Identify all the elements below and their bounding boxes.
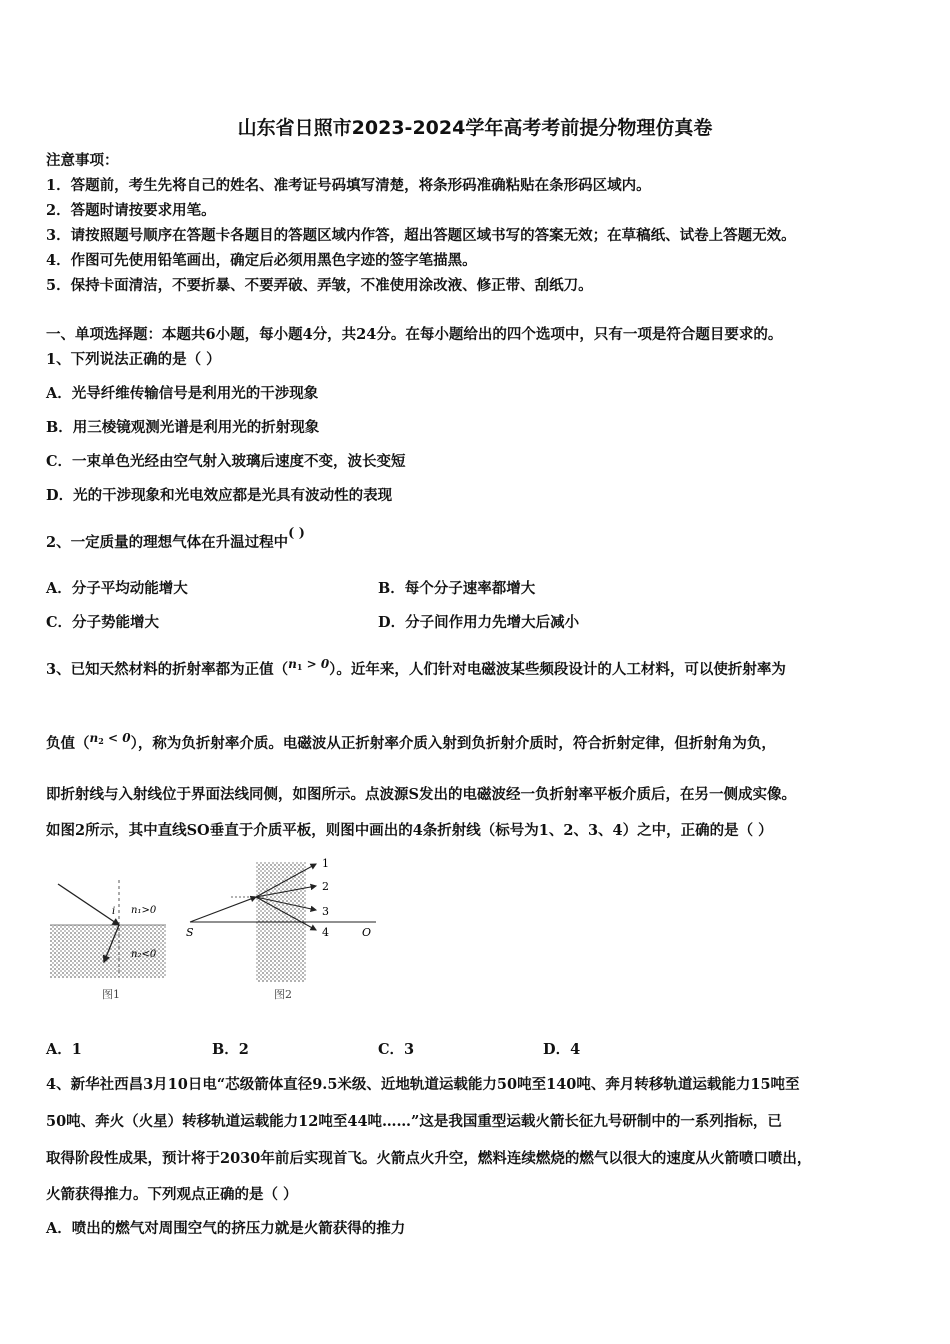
formula-n1-rel: > 0 — [302, 657, 330, 671]
question-4-line-4: 火箭获得推力。下列观点正确的是（ ） — [46, 1186, 298, 1203]
notice-item: 5．保持卡面清洁，不要折暴、不要弄破、弄皱，不准使用涂改液、修正带、刮纸刀。 — [46, 277, 593, 294]
angle-i-label: i — [112, 906, 116, 917]
formula-n1-sub: 1 — [296, 662, 303, 672]
question-2-option-d: D．分子间作用力先增大后减小 — [378, 614, 580, 631]
question-3-line-4: 如图2所示，其中直线SO垂直于介质平板，则图中画出的4条折射线（标号为1、2、3、4）之中，正确的是（ ） — [46, 822, 773, 839]
question-1-option-d: D．光的干涉现象和光电效应都是光具有波动性的表现 — [46, 487, 393, 504]
question-3-text: ）。近年来，人们针对电磁波某些频段设计的人工材料，可以使折射率为 — [329, 661, 786, 678]
question-2-option-b: B．每个分子速率都增大 — [378, 580, 536, 597]
figure-1 — [50, 880, 166, 1001]
formula-n2-sub: 2 — [98, 736, 104, 746]
question-3-option-c: C．3 — [378, 1041, 415, 1058]
ray-label-4: 4 — [322, 926, 329, 939]
question-1-stem: 1、下列说法正确的是（ ） — [46, 351, 221, 368]
question-2-stem-text: 2、一定质量的理想气体在升温过程中 — [46, 534, 289, 551]
question-3-text: 负值（ — [46, 735, 90, 752]
ray-label-2: 2 — [322, 880, 329, 893]
question-3-option-b: B．2 — [212, 1041, 249, 1058]
n2-label: n₂<0 — [131, 949, 157, 960]
question-3-option-d: D．4 — [543, 1041, 581, 1058]
notice-item: 3．请按照题号顺序在答题卡各题目的答题区域内作答，超出答题区域书写的答案无效；在草稿纸、试卷上答题无效。 — [46, 227, 796, 244]
notice-heading: 注意事项： — [46, 152, 119, 169]
notice-item: 1．答题前，考生先将自己的姓名、准考证号码填写清楚，将条形码准确粘贴在条形码区域内。 — [46, 177, 651, 194]
question-1-option-a: A．光导纤维传输信号是利用光的干涉现象 — [46, 385, 319, 402]
page-title: 山东省日照市2023-2024学年高考考前提分物理仿真卷 — [237, 117, 713, 139]
question-3-figures — [46, 852, 386, 1012]
question-4-line-3: 取得阶段性成果，预计将于2030年前后实现首飞。火箭点火升空，燃料连续燃烧的燃气以很大的速度从火箭喷口喷出， — [46, 1150, 812, 1167]
figure-2-caption: 图2 — [274, 988, 292, 1001]
ray-label-1: 1 — [322, 857, 329, 870]
question-3-line-2 — [46, 731, 776, 757]
formula-n1 — [288, 657, 329, 671]
source-s-label: S — [186, 926, 194, 939]
formula-n2-rel: < 0 — [103, 731, 131, 745]
question-4-line-1: 4、新华社西昌3月10日电“芯级箭体直径9.5米级、近地轨道运载能力50吨至140吨、奔月转移轨道运载能力15吨至 — [46, 1076, 800, 1093]
question-3-option-a: A．1 — [46, 1041, 82, 1058]
notice-item: 2．答题时请按要求用笔。 — [46, 202, 216, 219]
question-1-option-c: C．一束单色光经由空气射入玻璃后速度不变，波长变短 — [46, 453, 406, 470]
question-1-option-b: B．用三棱镜观测光谱是利用光的折射现象 — [46, 419, 320, 436]
question-2-stem — [46, 526, 305, 554]
ray-label-3: 3 — [322, 905, 329, 918]
question-4-line-2: 50吨、奔火（火星）转移轨道运载能力12吨至44吨……”这是我国重型运载火箭长征九号研制中的一系列指标，已 — [46, 1113, 782, 1130]
formula-n2-symbol: n — [89, 731, 99, 745]
question-3-line-3: 即折射线与入射线位于界面法线同侧，如图所示。点波源S发出的电磁波经一负折射率平板介质后，在另一侧成实像。 — [46, 786, 796, 803]
question-3-text: ），称为负折射率介质。电磁波从正折射率介质入射到负折射介质时，符合折射定律，但折射角为负， — [130, 735, 776, 752]
question-2-paren: ( ) — [288, 526, 305, 541]
point-o-label: O — [362, 926, 372, 939]
incident-ray — [58, 884, 119, 925]
question-2-option-c: C．分子势能增大 — [46, 614, 160, 631]
figure-1-caption: 图1 — [102, 988, 120, 1001]
question-3-text: 3、已知天然材料的折射率都为正值（ — [46, 661, 289, 678]
section-heading: 一、单项选择题：本题共6小题，每小题4分，共24分。在每小题给出的四个选项中，只有一项是符合题目要求的。 — [46, 326, 783, 343]
formula-n2 — [90, 731, 131, 745]
question-4-option-a: A．喷出的燃气对周围空气的挤压力就是火箭获得的推力 — [46, 1220, 406, 1237]
incident-ray — [190, 897, 256, 922]
question-3-line-1 — [46, 657, 786, 683]
formula-n1-symbol: n — [288, 657, 297, 671]
question-2-option-a: A．分子平均动能增大 — [46, 580, 188, 597]
notice-item: 4．作图可先使用铅笔画出，确定后必须用黑色字迹的签字笔描黑。 — [46, 252, 477, 269]
figure-2 — [186, 857, 376, 1001]
n1-label: n₁>0 — [131, 905, 157, 916]
